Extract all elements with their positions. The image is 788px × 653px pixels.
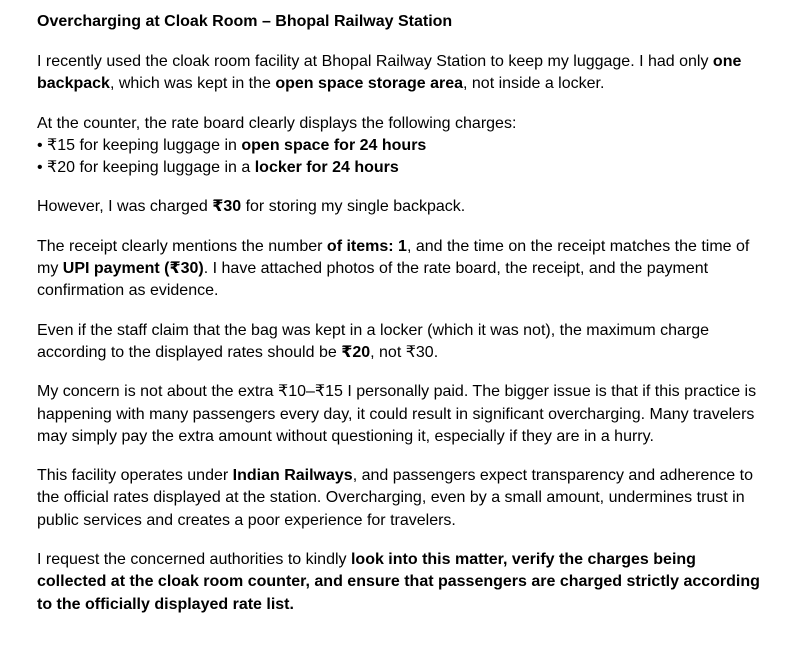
- p8-bold-request: look into this matter, verify the charges being collected at the cloak room counter, and ensure that passengers are charged strictly according to the officially displayed rate list.: [37, 551, 760, 613]
- p7-bold-railways: Indian Railways: [232, 467, 353, 485]
- rate1-bold: open space for 24 hours: [241, 136, 427, 154]
- p5-text-a: Even if the staff claim that the bag was kept in a locker (which it was not), the maximum charge according to the displayed rates should be: [37, 321, 710, 361]
- paragraph-luggage: [37, 51, 764, 96]
- p4-text-a: The receipt clearly mentions the number: [37, 237, 327, 255]
- p1-bold-storage: open space storage area: [275, 75, 463, 93]
- paragraph-facility: [37, 465, 764, 532]
- rate-line-open-space: [37, 137, 426, 154]
- p3-text-c: for storing my single backpack.: [241, 198, 466, 216]
- p4-text-c: , and the time on the receipt matches the time of my: [37, 237, 750, 278]
- p7-text-c: , and passengers expect transparency and adherence to the official rates displayed at the station. Overcharging, even by a small amount, undermines trust in public services and creates a poor experience for travelers.: [37, 467, 753, 529]
- p5-bold-amount: ₹20: [341, 343, 371, 361]
- p8-text-a: I request the concerned authorities to kindly: [37, 551, 351, 569]
- p1-bold-backpack: one backpack: [37, 53, 742, 93]
- paragraph-request: [37, 549, 764, 616]
- p1-text-d: , not inside a locker.: [463, 75, 605, 93]
- p4-bold-items: of items: 1: [326, 237, 407, 255]
- paragraph-receipt: [37, 236, 764, 303]
- paragraph-concern: My concern is not about the extra ₹10–₹15 I personally paid. The bigger issue is that if this practice is happening with many passengers every day, it could result in significant overcharging. Many travelers may simply pay the extra amount without questioning it, especially if they are in a hurry.: [37, 383, 757, 445]
- p1-text-c: , which was kept in the: [109, 75, 276, 93]
- p3-text-a: However, I was charged: [37, 198, 213, 216]
- paragraph-locker-claim: [37, 320, 764, 365]
- p3-bold-amount: ₹30: [212, 198, 242, 216]
- p4-bold-upi: UPI payment (₹30): [62, 260, 204, 278]
- p1-text-a: I recently used the cloak room facility at Bhopal Railway Station to keep my luggage. I had only: [37, 53, 713, 70]
- rate2-text: • ₹20 for keeping luggage in a: [37, 159, 255, 177]
- paragraph-charged: [37, 196, 764, 218]
- rate2-bold: locker for 24 hours: [254, 159, 399, 177]
- p4-text-d: . I have attached photos of the rate board, the receipt, and the payment confirmation as evidence.: [37, 260, 709, 300]
- p5-text-c: , not ₹30.: [370, 343, 439, 361]
- paragraph-rates: [37, 113, 764, 180]
- rate1-text: • ₹15 for keeping luggage in: [37, 136, 242, 154]
- p7-text-a: This facility operates under: [37, 467, 233, 485]
- p2-intro: At the counter, the rate board clearly displays the following charges:: [37, 114, 517, 132]
- document-title: Overcharging at Cloak Room – Bhopal Railway Station: [37, 13, 453, 30]
- rate-line-locker: [37, 159, 399, 176]
